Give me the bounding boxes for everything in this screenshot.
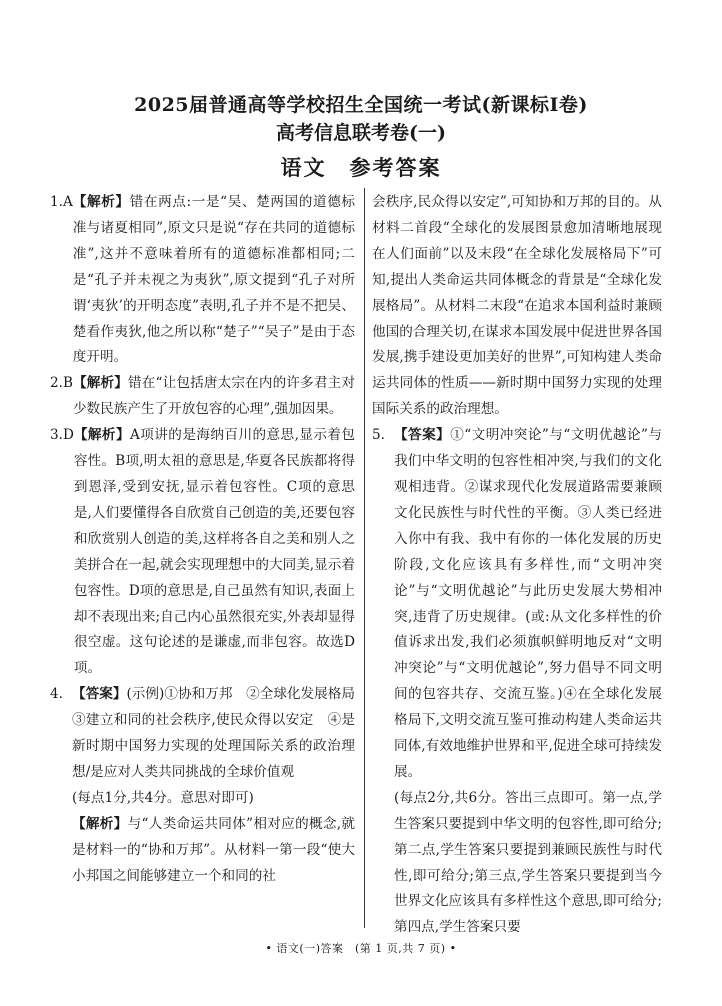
right-column <box>372 190 662 936</box>
analysis-text-part-2: 会秩序,民众得以安定”,可知协和万邦的目的。从材料二首段“全球化的发展图景愈加清晰地展现在人们面前”以及末段“在全球化发展格局下”可知,提出人类命运共同体概念的背景是“全球化发展格局”。从材料二末段“在追求本国利益时兼顾他国的合理关切,在谋求本国发展中促进世界各国发展,携手建设更加美好的世界”,可知构建人类命运共同体的性质——新时期中国努力实现的处理国际关系的政治理想。 <box>372 194 662 418</box>
answer-text: (示例)①协和万邦 ②全球化发展格局 ③建立和同的社会秩序,使民众得以安定 ④是新时期中国努力实现的处理国际关系的政治理想/是应对人类共同挑战的全球价值观 <box>72 686 369 780</box>
answer-label: 【答案】 <box>394 427 451 444</box>
question-number: 1.A <box>50 194 73 210</box>
exam-title: 2025届普通高等学校招生全国统一考试(新课标Ⅰ卷) <box>134 94 588 116</box>
question-2 <box>50 371 355 423</box>
question-number: 5. <box>372 427 385 444</box>
page-footer: • 语文(一)答案 (第 1 页,共 7 页) • <box>265 942 457 955</box>
exam-subtitle: 高考信息联考卷(一) <box>276 122 446 144</box>
scoring-note: (每点1分,共4分。意思对即可) <box>72 789 254 806</box>
analysis-label: 【解析】 <box>72 815 128 832</box>
answer-text: ①“文明冲突论”与“文明优越论”与我们中华文明的包容性相冲突,与我们的文化观相违背。②谋求现代化发展道路需要兼顾文化民族性与时代性的平衡。③人类已经进入你中有我、我中有你的一体化发展的历史阶段,文化应该具有多样性,而“文明冲突论”与“文明优越论”与此历史发展大势相冲突,违背了历史规律。(或:从文化多样性的价值诉求出发,我们必须旗帜鲜明地反对“文明冲突论”与“文明优越论”,努力倡导不同文明间的包容共存、交流互鉴。)④在全球化发展格局下,文明交流互鉴可推动构建人类命运共同体,有效地维护世界和平,促进全球可持续发展。 <box>394 427 662 780</box>
answer-key-heading: 语文 参考答案 <box>280 155 442 180</box>
analysis-text-part-1: 与“人类命运共同体”相对应的概念,就是材料一的“协和万邦”。从材料一第一段“使大小邦国之间能够建立一个和同的社 <box>72 815 355 884</box>
answer-label: 【答案】 <box>72 686 127 703</box>
column-divider <box>364 188 365 928</box>
analysis-text: 错在两点:一是“吴、楚两国的道德标准与诸夏相同”,原文只是说“存在共同的道德标准”,这并不意味着所有的道德标准都相同;二是“孔子并未视之为夷狄”,原文提到“孔子对所谓‘夷狄’的开明态度”表明,孔子并不是不把吴、楚看作夷狄,他之所以称“楚子”“吴子”是由于态度开明。 <box>72 194 356 366</box>
analysis-label: 【解析】 <box>73 427 130 444</box>
analysis-text: A项讲的是海纳百川的意思,显示着包容性。B项,明太祖的意思是,华夏各民族都将得到恩泽,受到安抚,显示着包容性。C项的意思是,人们要懂得各自欣赏自己创造的美,还要包容和欣赏别人创造的美,这样将各自之美和别人之美拼合在一起,就会实现理想中的大同美,显示着包容性。D项的意思是,自己虽然有知识,表面上却不表现出来;自己内心虽然很充实,外表却显得很空虚。这句论述的是谦虚,而非包容。故选D项。 <box>73 427 356 677</box>
question-3 <box>50 423 355 682</box>
question-number: 2.B <box>50 375 73 392</box>
question-4-analysis-continued <box>372 190 662 423</box>
left-column <box>50 190 369 930</box>
question-5 <box>372 423 662 786</box>
analysis-text: 错在“让包括唐太宗在内的许多君主对少数民族产生了开放包容的心理”,强加因果。 <box>72 375 355 418</box>
analysis-label: 【解析】 <box>72 375 128 392</box>
question-1 <box>50 190 355 371</box>
analysis-label: 【解析】 <box>72 194 130 210</box>
question-4-analysis <box>50 812 355 890</box>
scoring-note: (每点2分,共6分。答出三点即可。第一点,学生答案只要提到中华文明的包容性,即可给分;第二点,学生答案只要提到兼顾民族性与时代性,即可给分;第三点,学生答案只要提到当今世界文化应该具有多样性这个意思,即可给分;第四点,学生答案只要 <box>394 789 662 936</box>
question-number: 3.D <box>50 427 74 444</box>
question-number: 4. <box>50 686 63 703</box>
question-4 <box>50 682 369 786</box>
